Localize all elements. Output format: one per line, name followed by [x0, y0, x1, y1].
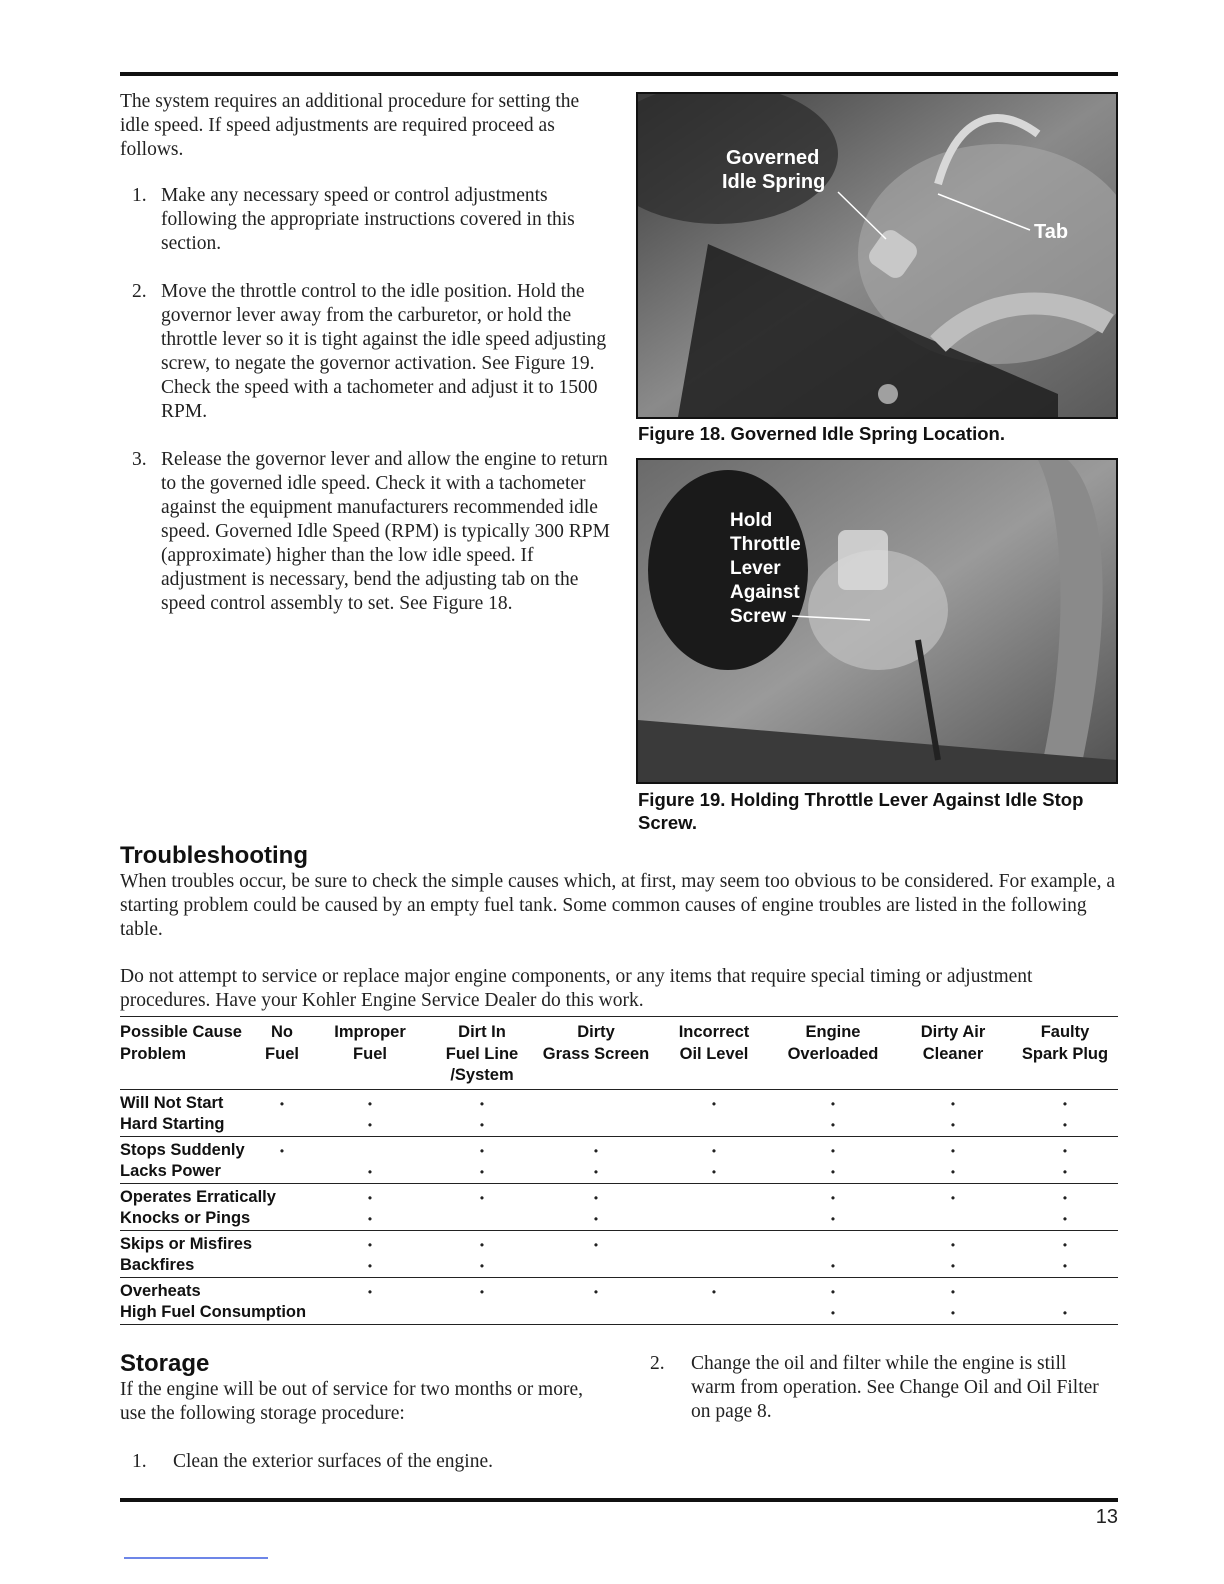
storage-item-number: 1.: [132, 1451, 147, 1472]
bottom-rule: [120, 1498, 1118, 1502]
figure19-label-hold: Hold: [730, 510, 773, 531]
table-cell-bullet: •: [830, 1259, 836, 1273]
column-header-line: Oil Level: [679, 1044, 749, 1063]
step-item: [120, 184, 610, 256]
step-number: 1.: [132, 185, 147, 206]
table-cell-bullet: •: [367, 1212, 373, 1226]
table-cell-bullet: •: [830, 1285, 836, 1299]
table-cell-bullet: •: [479, 1144, 485, 1158]
table-cell-bullet: •: [593, 1165, 599, 1179]
table-cell-bullet: •: [830, 1118, 836, 1132]
storage-item-text: Clean the exterior surfaces of the engine.: [173, 1451, 493, 1472]
table-cell-bullet: •: [830, 1097, 836, 1111]
step-number: 2.: [132, 281, 147, 302]
table-cell-bullet: •: [367, 1191, 373, 1205]
table-cell-bullet: •: [367, 1259, 373, 1273]
top-rule: [120, 72, 1118, 76]
table-cell-bullet: •: [1062, 1259, 1068, 1273]
step-item: [120, 280, 610, 424]
table-cell-bullet: •: [830, 1144, 836, 1158]
column-header-line: No: [271, 1023, 293, 1041]
column-header-line: Cleaner: [922, 1044, 984, 1063]
table-cell-bullet: •: [950, 1097, 956, 1111]
table-cell-bullet: •: [367, 1118, 373, 1132]
table-cell-bullet: •: [830, 1165, 836, 1179]
table-cell-bullet: •: [950, 1144, 956, 1158]
figure-18-photo: [636, 92, 1118, 419]
table-cell-bullet: •: [830, 1191, 836, 1205]
column-header-line: Overloaded: [787, 1044, 879, 1063]
table-row-group: [120, 1090, 1118, 1137]
figure-19-photo: [636, 458, 1118, 784]
table-cell-bullet: •: [479, 1285, 485, 1299]
table-cell-bullet: •: [479, 1191, 485, 1205]
figure-18-caption: Figure 18. Governed Idle Spring Location.: [638, 423, 1005, 444]
column-header-line: Engine: [805, 1023, 861, 1041]
troubleshooting-table: [120, 1016, 1118, 1325]
table-row-problem: Operates Erratically: [120, 1188, 276, 1206]
table-cell-bullet: •: [1062, 1238, 1068, 1252]
column-header: [773, 1022, 893, 1065]
table-cell-bullet: •: [1062, 1165, 1068, 1179]
table-header: [120, 1017, 1118, 1090]
table-row-group: [120, 1231, 1118, 1278]
table-body: [120, 1090, 1118, 1325]
figure18-label-governed: Governed: [726, 147, 820, 169]
table-cell-bullet: •: [479, 1165, 485, 1179]
table-cell-bullet: •: [830, 1306, 836, 1320]
table-cell-bullet: •: [593, 1238, 599, 1252]
figure19-label-screw: Screw: [730, 606, 786, 627]
table-cell-bullet: •: [950, 1118, 956, 1132]
table-cell-bullet: •: [711, 1097, 717, 1111]
table-row-problem: Hard Starting: [120, 1115, 225, 1133]
table-cell-bullet: •: [711, 1285, 717, 1299]
column-header: [536, 1022, 656, 1065]
governed-idle-spring-photo: [638, 94, 1116, 417]
table-cell-bullet: •: [593, 1285, 599, 1299]
idle-speed-steps: [120, 184, 610, 640]
table-cell-bullet: •: [950, 1306, 956, 1320]
step-text: Move the throttle control to the idle position. Hold the governor lever away from the carburetor, or hold the throttle lever so it is tight against the idle speed adjusting screw, to negate the governor activation. See Figure 19. Check the speed with a tachometer and adjust it to 1500 RPM.: [161, 281, 607, 422]
table-row-problem: Overheats: [120, 1282, 201, 1300]
column-header-line: Dirty: [577, 1023, 615, 1041]
step-text: Make any necessary speed or control adjustments following the appropriate instructions covered in this section.: [161, 185, 575, 254]
table-cell-bullet: •: [1062, 1212, 1068, 1226]
table-cell-bullet: •: [367, 1165, 373, 1179]
column-header: [310, 1022, 430, 1065]
column-header: [654, 1022, 774, 1065]
table-cell-bullet: •: [830, 1212, 836, 1226]
table-cell-bullet: •: [367, 1285, 373, 1299]
table-row-problem: Skips or Misfires: [120, 1235, 253, 1253]
table-cell-bullet: •: [950, 1238, 956, 1252]
throttle-lever-photo: [638, 460, 1116, 782]
table-row-problem: Backfires: [120, 1256, 195, 1274]
table-cell-bullet: •: [479, 1238, 485, 1252]
step-item: [120, 448, 610, 616]
storage-item: [650, 1352, 1110, 1424]
column-header: [422, 1022, 542, 1087]
table-row-group: [120, 1184, 1118, 1231]
header-problem: Problem: [120, 1044, 187, 1063]
table-cell-bullet: •: [950, 1285, 956, 1299]
figure19-label-throttle: Throttle: [730, 534, 801, 555]
table-row-problem: Knocks or Pings: [120, 1209, 251, 1227]
figure18-label-idle-spring: Idle Spring: [722, 171, 826, 193]
storage-item: [132, 1450, 612, 1474]
column-header-line: /System: [450, 1066, 514, 1084]
storage-item-text: Change the oil and filter while the engine is still warm from operation. See Change Oil and Oil Filter on page 8.: [691, 1353, 1099, 1422]
table-cell-bullet: •: [367, 1238, 373, 1252]
table-cell-bullet: •: [1062, 1097, 1068, 1111]
header-possible-cause: Possible Cause: [120, 1023, 242, 1041]
table-cell-bullet: •: [479, 1097, 485, 1111]
table-cell-bullet: •: [950, 1191, 956, 1205]
storage-heading: Storage: [120, 1350, 210, 1377]
column-header-line: Faulty: [1040, 1023, 1090, 1041]
table-cell-bullet: •: [593, 1212, 599, 1226]
table-row-problem: Will Not Start: [120, 1094, 224, 1112]
table-cell-bullet: •: [1062, 1306, 1068, 1320]
column-header-line: Spark Plug: [1021, 1044, 1109, 1063]
table-cell-bullet: •: [367, 1097, 373, 1111]
table-row-problem: High Fuel Consumption: [120, 1303, 307, 1321]
table-cell-bullet: •: [711, 1144, 717, 1158]
column-header-line: Fuel: [265, 1044, 299, 1063]
table-cell-bullet: •: [1062, 1191, 1068, 1205]
table-row-group: [120, 1137, 1118, 1184]
column-header-line: Fuel: [353, 1044, 387, 1063]
figure18-label-tab: Tab: [1034, 221, 1069, 243]
table-cell-bullet: •: [950, 1165, 956, 1179]
column-header-line: Incorrect: [678, 1023, 750, 1041]
column-header: [1005, 1022, 1125, 1065]
troubleshooting-intro: When troubles occur, be sure to check the simple causes which, at first, may seem too obvious to be considered. For example, a starting problem could be caused by an empty fuel tank. Some common causes of engine troubles are listed in the following table.: [120, 871, 1116, 940]
table-row-problem: Lacks Power: [120, 1162, 221, 1180]
troubleshooting-heading: Troubleshooting: [120, 842, 308, 869]
storage-item-number: 2.: [650, 1353, 665, 1374]
page-number: 13: [1095, 1506, 1118, 1528]
table-cell-bullet: •: [950, 1259, 956, 1273]
figure19-label-against: Against: [730, 582, 800, 603]
column-header-line: Fuel Line: [445, 1044, 519, 1063]
table-cell-bullet: •: [479, 1118, 485, 1132]
table-cell-bullet: •: [479, 1259, 485, 1273]
table-cell-bullet: •: [1062, 1144, 1068, 1158]
column-header-line: Dirt In: [458, 1023, 506, 1041]
column-header-line: Dirty Air: [920, 1023, 986, 1041]
table-cell-bullet: •: [593, 1144, 599, 1158]
table-cell-bullet: •: [593, 1191, 599, 1205]
storage-intro: If the engine will be out of service for two months or more, use the following storage procedure:: [120, 1379, 584, 1424]
troubleshooting-note: Do not attempt to service or replace major engine components, or any items that require special timing or adjustment procedures. Have your Kohler Engine Service Dealer do this work.: [120, 966, 1033, 1011]
table-cell-bullet: •: [1062, 1118, 1068, 1132]
intro-paragraph: The system requires an additional procedure for setting the idle speed. If speed adjustments are required proceed as follows.: [120, 91, 580, 160]
table-row-problem: Stops Suddenly: [120, 1141, 245, 1159]
footer-link-underline[interactable]: [124, 1557, 268, 1559]
column-header-line: Grass Screen: [542, 1044, 650, 1063]
column-header: [893, 1022, 1013, 1065]
step-text: Release the governor lever and allow the engine to return to the governed idle speed. Check it with a tachometer against the equipment manufacturers recommended idle speed. Governed Idle Speed (RPM) is typically 300 RPM (approximate) higher than the low idle speed. If adjustment is necessary, bend the adjusting tab on the speed control assembly to set. See Figure 18.: [161, 449, 610, 614]
column-header-line: Improper: [334, 1023, 406, 1041]
figure19-label-lever: Lever: [730, 558, 781, 579]
table-cell-bullet: •: [279, 1097, 285, 1111]
table-cell-bullet: •: [711, 1165, 717, 1179]
table-row-group: [120, 1278, 1118, 1325]
figure-19-caption: Figure 19. Holding Throttle Lever Against Idle Stop Screw.: [638, 789, 1084, 833]
table-cell-bullet: •: [279, 1144, 285, 1158]
step-number: 3.: [132, 449, 147, 470]
